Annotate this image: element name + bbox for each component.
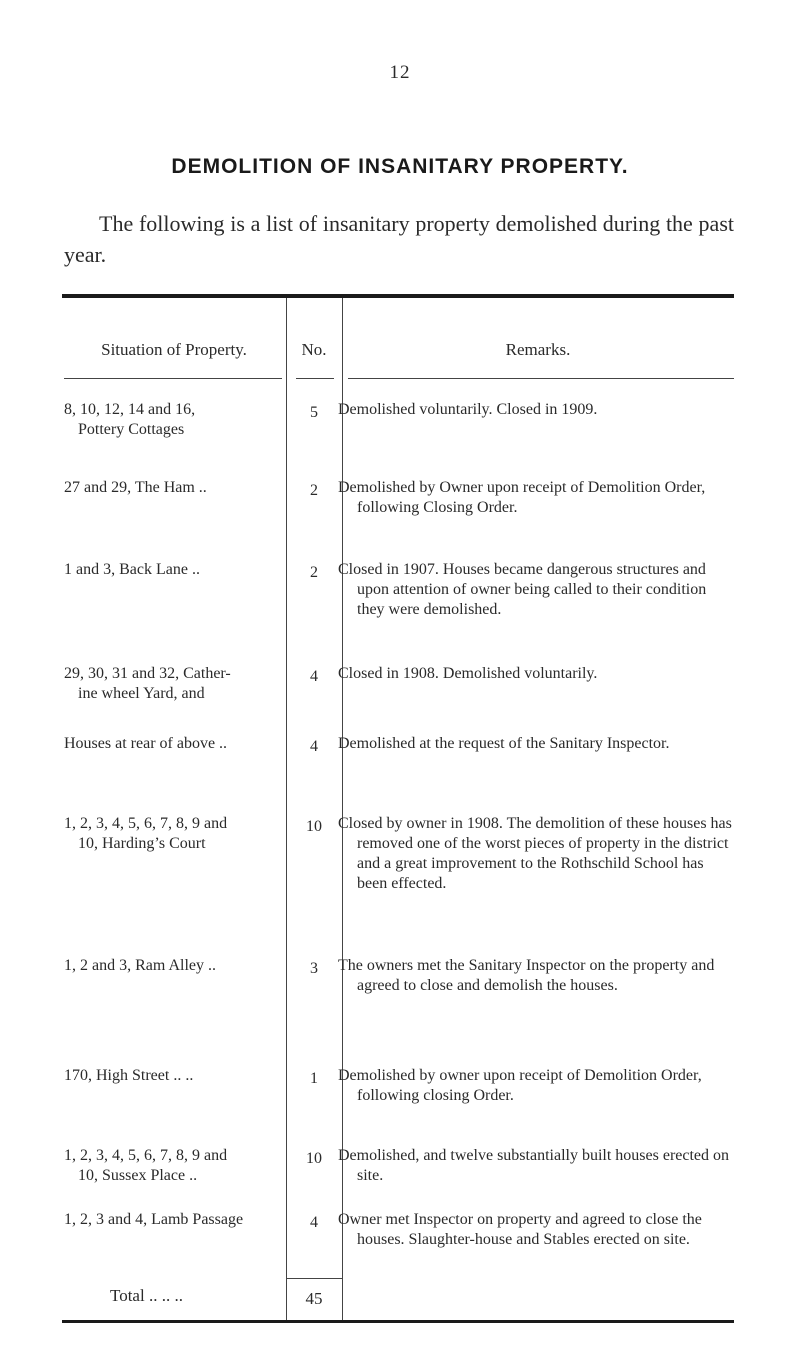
count-cell: 5 (310, 404, 318, 421)
count-cell: 3 (310, 960, 318, 977)
situation-line-1: 1, 2, 3, 4, 5, 6, 7, 8, 9 and (64, 815, 228, 832)
situation-line-1: 1 and 3, Back Lane .. (64, 561, 200, 578)
situation-line-2: Pottery Cottages (78, 421, 185, 438)
remarks-text: Closed by owner in 1908. The demolition of these houses has removed one of the worst pieces of property in the district and a great improvement to the Rothschild School has been effected. (338, 815, 732, 892)
table-bottom-rule (62, 1320, 734, 1323)
count-cell: 4 (310, 1214, 318, 1231)
remarks-text: Owner met Inspector on property and agreed to close the houses. Slaughter-house and Stables erected on site. (338, 1211, 702, 1248)
header-underline-remarks (348, 378, 734, 379)
header-remarks: Remarks. (505, 340, 571, 359)
situation-line-2: ine wheel Yard, and (78, 685, 205, 702)
total-value: 45 (305, 1289, 323, 1308)
remarks-cell (338, 1066, 734, 1106)
count-cell: 2 (310, 564, 318, 581)
count-cell: 4 (310, 738, 318, 755)
remarks-text: Demolished by Owner upon receipt of Demolition Order, following Closing Order. (338, 479, 706, 516)
situation-line-1: 170, High Street .. .. (64, 1067, 194, 1084)
situation-line-1: 8, 10, 12, 14 and 16, (64, 401, 196, 418)
remarks-text: The owners met the Sanitary Inspector on the property and agreed to close and demolish the houses. (338, 957, 715, 994)
remarks-cell (338, 1210, 734, 1250)
remarks-cell (338, 478, 734, 518)
remarks-text: Demolished, and twelve substantially built houses erected on site. (338, 1147, 730, 1184)
situation-line-1: 1, 2, 3 and 4, Lamb Passage (64, 1211, 244, 1228)
header-underline-situation (64, 378, 282, 379)
situation-cell (64, 956, 284, 976)
remarks-cell (338, 814, 734, 894)
situation-cell (64, 1146, 284, 1186)
remarks-cell (338, 664, 734, 684)
situation-line-2: 10, Harding’s Court (78, 835, 206, 852)
situation-cell (64, 664, 284, 704)
total-rule (286, 1278, 342, 1279)
page-number: 12 (389, 62, 411, 83)
header-underline-no (296, 378, 334, 379)
remarks-cell (338, 560, 734, 620)
count-cell: 2 (310, 482, 318, 499)
remarks-text: Closed in 1907. Houses became dangerous structures and upon attention of owner being called to their condition they were demolished. (338, 561, 707, 618)
remarks-cell (338, 1146, 734, 1186)
situation-line-2: 10, Sussex Place .. (78, 1167, 198, 1184)
remarks-text: Demolished voluntarily. Closed in 1909. (338, 401, 598, 418)
situation-line-1: Houses at rear of above .. (64, 735, 228, 752)
situation-cell (64, 400, 284, 440)
remarks-cell (338, 956, 734, 996)
situation-line-1: 29, 30, 31 and 32, Cather- (64, 665, 231, 682)
remarks-text: Demolished at the request of the Sanitary Inspector. (338, 735, 670, 752)
page-title: DEMOLITION OF INSANITARY PROPERTY. (171, 155, 629, 178)
count-cell: 10 (306, 818, 322, 835)
remarks-cell (338, 734, 734, 754)
intro-paragraph: The following is a list of insanitary property demolished during the past year. (64, 211, 734, 267)
table-top-rule (62, 294, 734, 298)
count-cell: 4 (310, 668, 318, 685)
header-no: No. (301, 340, 327, 359)
header-situation: Situation of Property. (101, 340, 247, 359)
total-label: Total .. .. .. (110, 1286, 183, 1305)
remarks-text: Closed in 1908. Demolished voluntarily. (338, 665, 598, 682)
situation-cell (64, 478, 284, 498)
count-cell: 10 (306, 1150, 322, 1167)
situation-cell (64, 560, 284, 580)
count-cell: 1 (310, 1070, 318, 1087)
remarks-cell (338, 400, 734, 420)
remarks-text: Demolished by owner upon receipt of Demolition Order, following closing Order. (338, 1067, 702, 1104)
situation-line-1: 1, 2 and 3, Ram Alley .. (64, 957, 216, 974)
situation-cell (64, 734, 284, 754)
situation-line-1: 27 and 29, The Ham .. (64, 479, 207, 496)
situation-line-1: 1, 2, 3, 4, 5, 6, 7, 8, 9 and (64, 1147, 228, 1164)
situation-cell (64, 1210, 284, 1230)
situation-cell (64, 814, 284, 854)
situation-cell (64, 1066, 284, 1086)
